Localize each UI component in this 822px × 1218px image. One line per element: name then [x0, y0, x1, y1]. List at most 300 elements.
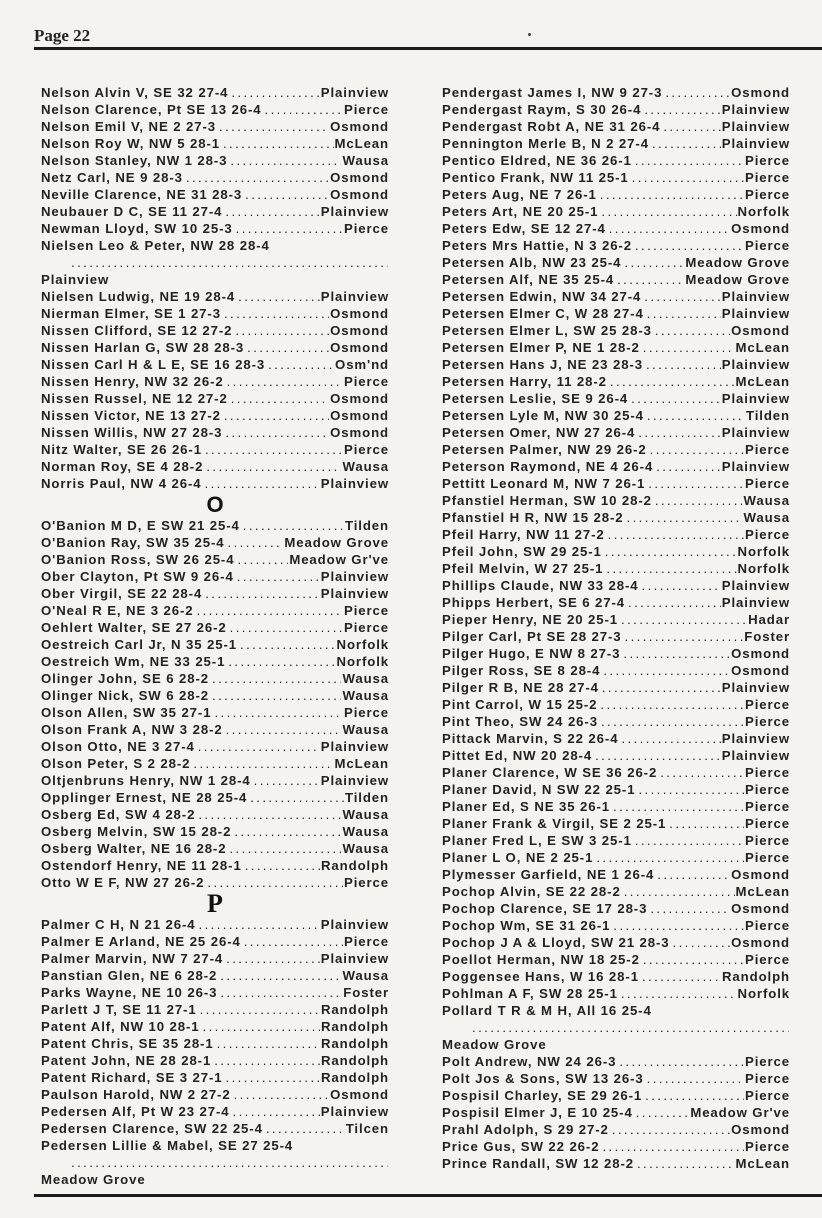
directory-entry [442, 1053, 790, 1070]
entry-town: Tilcen [345, 1121, 389, 1136]
entry-name-location: Petersen Alf, NE 35 25-4 [442, 272, 615, 287]
entry-town: Pierce [745, 952, 790, 967]
entry-town: Plainview [721, 357, 790, 372]
entry-town: Norfolk [336, 654, 389, 669]
directory-entry [442, 866, 790, 883]
directory-entry [41, 475, 389, 492]
directory-entry [442, 1087, 790, 1104]
directory-entry [41, 704, 389, 721]
directory-column-left [41, 84, 389, 1188]
entry-town: Plainview [721, 102, 790, 117]
dot-leader [472, 1019, 789, 1036]
entry-town: Pierce [745, 816, 790, 831]
entry-town: Plainview [320, 951, 389, 966]
entry-town: Randolph [722, 969, 790, 984]
dot-leader [235, 322, 329, 339]
dot-leader [245, 186, 329, 203]
entry-name-location: Petersen Lyle M, NW 30 25-4 [442, 408, 644, 423]
entry-town: Osmond [731, 901, 790, 916]
dot-leader [636, 1104, 690, 1121]
dot-leader [663, 118, 720, 135]
entry-town: Osmond [330, 306, 389, 321]
entry-town: Osmond [330, 170, 389, 185]
entry-name-location: Olson Otto, NE 3 27-4 [41, 739, 195, 754]
dot-leader [600, 186, 744, 203]
directory-entry [41, 687, 389, 704]
entry-name-location: Nissen Willis, NW 27 28-3 [41, 425, 223, 440]
entry-town: Wausa [342, 688, 389, 703]
directory-entry [41, 916, 389, 933]
directory-entry [41, 772, 389, 789]
letter-section-heading: O [206, 492, 224, 517]
entry-town: Norfolk [737, 986, 790, 1001]
footer-rule [34, 1194, 822, 1197]
entry-name-location: Nierman Elmer, SE 1 27-3 [41, 306, 221, 321]
entry-town: Plainview [721, 136, 790, 151]
directory-entry [41, 1086, 389, 1103]
dot-leader [234, 823, 341, 840]
entry-town: Pierce [745, 765, 790, 780]
entry-name-location: Price Gus, SW 22 26-2 [442, 1139, 600, 1154]
directory-entry [442, 798, 790, 815]
entry-name-location: Oestreich Wm, NE 33 25-1 [41, 654, 226, 669]
directory-entry [442, 492, 790, 509]
entry-name-location: Pendergast Robt A, NE 31 26-4 [442, 119, 661, 134]
entry-town: Wausa [342, 841, 389, 856]
entry-town: Wausa [342, 459, 389, 474]
entry-town: Osmond [731, 221, 790, 236]
entry-name-location: Peterson Raymond, NE 4 26-4 [442, 459, 654, 474]
entry-town: Plainview [721, 731, 790, 746]
entry-town: Pierce [745, 170, 790, 185]
entry-name-location: Pfanstiel H R, NW 15 28-2 [442, 510, 624, 525]
directory-entry [442, 424, 790, 441]
dot-leader [212, 670, 341, 687]
dot-leader [237, 568, 320, 585]
directory-entry [442, 985, 790, 1002]
directory-entry [442, 254, 790, 271]
directory-entry [41, 407, 389, 424]
entry-town: Hadar [748, 612, 790, 627]
entry-name-location: Nelson Alvin V, SE 32 27-4 [41, 85, 229, 100]
directory-entry [442, 560, 790, 577]
entry-name-location: Pilger Hugo, E NW 8 27-3 [442, 646, 621, 661]
dot-leader [220, 967, 341, 984]
dot-leader [226, 950, 320, 967]
dot-leader [642, 577, 721, 594]
directory-entry [41, 568, 389, 585]
entry-town: Osmond [330, 1087, 389, 1102]
dot-leader [225, 203, 319, 220]
dot-leader [228, 653, 335, 670]
entry-town: Meadow Grove [41, 1172, 146, 1187]
dot-leader [628, 594, 721, 611]
dot-leader [186, 169, 329, 186]
dot-leader [236, 220, 343, 237]
entry-name-location: Pilger Ross, SE 8 28-4 [442, 663, 601, 678]
directory-entry [442, 288, 790, 305]
directory-entry [41, 1052, 389, 1069]
dot-leader [657, 866, 730, 883]
dot-leader [233, 1103, 320, 1120]
entry-town: Plainview [721, 459, 790, 474]
directory-entry [442, 152, 790, 169]
entry-town: Pierce [745, 918, 790, 933]
entry-name-location: Polt Jos & Sons, SW 13 26-3 [442, 1071, 644, 1086]
entry-name-location: Nissen Russel, NE 12 27-2 [41, 391, 228, 406]
dot-leader [240, 636, 336, 653]
entry-town: Tilden [345, 790, 389, 805]
dot-leader [265, 101, 343, 118]
entry-town: Norfolk [336, 637, 389, 652]
dot-leader [645, 1087, 744, 1104]
entry-name-location: Osberg Walter, NE 16 28-2 [41, 841, 227, 856]
dot-leader [198, 806, 341, 823]
entry-town: Randolph [321, 1070, 389, 1085]
entry-town: Pierce [745, 153, 790, 168]
entry-name-location: Prince Randall, SW 12 28-2 [442, 1156, 634, 1171]
entry-name-location: Osberg Melvin, SW 15 28-2 [41, 824, 232, 839]
entry-town: Wausa [743, 493, 790, 508]
entry-town: Pierce [745, 238, 790, 253]
entry-name-location: Netz Carl, NE 9 28-3 [41, 170, 183, 185]
entry-name-location: Petersen Omer, NW 27 26-4 [442, 425, 636, 440]
directory-entry [41, 135, 389, 152]
entry-town: Pierce [745, 442, 790, 457]
dot-leader [250, 789, 344, 806]
dot-leader [650, 441, 744, 458]
directory-entry [442, 356, 790, 373]
dot-leader [212, 687, 341, 704]
dot-leader [206, 458, 341, 475]
dot-leader [613, 917, 744, 934]
entry-name-location: Patent Alf, NW 10 28-1 [41, 1019, 200, 1034]
dot-leader [231, 390, 329, 407]
entry-name-location: Nissen Carl H & L E, SE 16 28-3 [41, 357, 266, 372]
dot-leader [610, 373, 735, 390]
dot-leader [648, 475, 744, 492]
directory-entry [41, 322, 389, 339]
entry-name-location: Peters Art, NE 20 25-1 [442, 204, 599, 219]
entry-town: Randolph [321, 858, 389, 873]
dot-leader [225, 424, 329, 441]
dot-leader [71, 1154, 388, 1171]
entry-town: Pierce [745, 527, 790, 542]
directory-entry [41, 458, 389, 475]
entry-town: Osmond [731, 867, 790, 882]
directory-entry [41, 118, 389, 135]
entry-name-location: Pettitt Leonard M, NW 7 26-1 [442, 476, 646, 491]
entry-name-location: Polt Andrew, NW 24 26-3 [442, 1054, 617, 1069]
directory-entry [41, 441, 389, 458]
header-rule [34, 47, 822, 50]
dot-leader [613, 798, 744, 815]
entry-town: Osmond [731, 935, 790, 950]
entry-town: Pierce [745, 1139, 790, 1154]
dot-leader [229, 840, 341, 857]
directory-entry [41, 390, 389, 407]
directory-entry [41, 984, 389, 1001]
directory-entry [41, 806, 389, 823]
dot-leader [220, 984, 342, 1001]
entry-town: Plainview [320, 85, 389, 100]
entry-town: Pierce [745, 476, 790, 491]
directory-entry [442, 713, 790, 730]
dot-leader [224, 305, 329, 322]
dot-leader [224, 407, 329, 424]
entry-town: Osmond [330, 187, 389, 202]
entry-town: Pierce [344, 603, 389, 618]
entry-town: Meadow Grove [685, 255, 790, 270]
directory-entry [41, 857, 389, 874]
entry-name-location: Pittet Ed, NW 20 28-4 [442, 748, 593, 763]
entry-name-location: Peters Aug, NE 7 26-1 [442, 187, 597, 202]
entry-town: Osmond [330, 340, 389, 355]
entry-town: Norfolk [737, 561, 790, 576]
directory-entry [442, 662, 790, 679]
dot-leader [621, 730, 720, 747]
entry-name-location: Pedersen Clarence, SW 22 25-4 [41, 1121, 263, 1136]
entry-name-location: Pospisil Charley, SE 29 26-1 [442, 1088, 643, 1103]
entry-name-location: Petersen Harry, 11 28-2 [442, 374, 607, 389]
entry-town: Osmond [731, 646, 790, 661]
directory-entry [442, 475, 790, 492]
entry-town: Plainview [320, 289, 389, 304]
entry-name-location: Ostendorf Henry, NE 11 28-1 [41, 858, 242, 873]
dot-leader [244, 933, 343, 950]
directory-entry [41, 1035, 389, 1052]
directory-entry [41, 288, 389, 305]
directory-entry [41, 186, 389, 203]
directory-entry [41, 585, 389, 602]
entry-name-location: Planer Clarence, W SE 36 26-2 [442, 765, 658, 780]
dot-leader [200, 1001, 320, 1018]
directory-entry [442, 968, 790, 985]
entry-town: Pierce [745, 833, 790, 848]
dot-leader [219, 118, 329, 135]
entry-town: McLean [735, 374, 790, 389]
entry-name-location: Pohlman A F, SW 28 25-1 [442, 986, 618, 1001]
entry-name-location: Nelson Emil V, NE 2 27-3 [41, 119, 217, 134]
directory-entry [41, 721, 389, 738]
print-speck [528, 33, 531, 36]
entry-name-location: Pilger Carl, Pt SE 28 27-3 [442, 629, 622, 644]
entry-name-location: Norman Roy, SE 4 28-2 [41, 459, 204, 474]
dot-leader [207, 874, 343, 891]
entry-town: Pierce [344, 875, 389, 890]
entry-name-location: Planer Ed, S NE 35 26-1 [442, 799, 611, 814]
entry-name-location: Planer Fred L, E SW 3 25-1 [442, 833, 632, 848]
entry-name-location: Pint Theo, SW 24 26-3 [442, 714, 598, 729]
entry-town: Plainview [721, 306, 790, 321]
directory-entry [442, 815, 790, 832]
entry-name-location: Patent Richard, SE 3 27-1 [41, 1070, 223, 1085]
entry-town: Randolph [321, 1002, 389, 1017]
dot-leader [245, 857, 320, 874]
dot-leader [617, 271, 684, 288]
dot-leader [268, 356, 334, 373]
entry-name-location: Olson Frank A, NW 3 28-2 [41, 722, 223, 737]
entry-town: Wausa [342, 807, 389, 822]
entry-town: Plainview [320, 1104, 389, 1119]
directory-entry [442, 696, 790, 713]
entry-name-location: Pospisil Elmer J, E 10 25-4 [442, 1105, 633, 1120]
entry-name-location: Pfanstiel Herman, SW 10 28-2 [442, 493, 652, 508]
directory-entry [442, 951, 790, 968]
entry-name-location: Panstian Glen, NE 6 28-2 [41, 968, 218, 983]
directory-entry [41, 933, 389, 950]
entry-name-location: Palmer C H, N 21 26-4 [41, 917, 196, 932]
entry-town: Pierce [745, 1071, 790, 1086]
directory-entry [442, 645, 790, 662]
entry-name-location: O'Banion M D, E SW 21 25-4 [41, 518, 240, 533]
dot-leader [217, 1035, 320, 1052]
dot-leader [71, 254, 388, 271]
entry-name-location: Pochop Alvin, SE 22 28-2 [442, 884, 621, 899]
entry-name-location: Nitz Walter, SE 26 26-1 [41, 442, 202, 457]
dot-leader [227, 373, 343, 390]
entry-town: Pierce [344, 705, 389, 720]
entry-town: Pierce [745, 1088, 790, 1103]
entry-name-location: Pieper Henry, NE 20 25-1 [442, 612, 619, 627]
entry-name-location: Opplinger Ernest, NE 28 25-4 [41, 790, 248, 805]
dot-leader [228, 534, 284, 551]
entry-name-location: Pochop Wm, SE 31 26-1 [442, 918, 611, 933]
directory-entry [442, 781, 790, 798]
directory-entry [41, 356, 389, 373]
dot-leader [197, 602, 343, 619]
dot-leader [602, 679, 721, 696]
directory-entry [442, 917, 790, 934]
dot-leader [647, 305, 721, 322]
entry-town: Foster [343, 985, 389, 1000]
dot-leader [625, 628, 744, 645]
directory-entry [442, 611, 790, 628]
entry-name-location: Pedersen Lillie & Mabel, SE 27 25-4 [41, 1138, 294, 1153]
entry-name-location: Pedersen Alf, Pt W 23 27-4 [41, 1104, 230, 1119]
directory-entry [41, 602, 389, 619]
dot-leader [632, 169, 744, 186]
entry-name-location: Nelson Roy W, NW 5 28-1 [41, 136, 220, 151]
entry-town: Pierce [745, 799, 790, 814]
dot-leader [205, 475, 320, 492]
entry-name-location: Neville Clarence, NE 31 28-3 [41, 187, 243, 202]
directory-entry [442, 186, 790, 203]
entry-name-location: Neubauer D C, SE 11 27-4 [41, 204, 223, 219]
dot-leader [205, 585, 320, 602]
dot-leader [238, 288, 320, 305]
dot-leader [619, 1053, 744, 1070]
dot-leader [266, 1120, 345, 1137]
dot-leader [231, 84, 319, 101]
directory-entry [442, 390, 790, 407]
entry-name-location: Nelson Stanley, NW 1 28-3 [41, 153, 228, 168]
dot-leader [655, 322, 730, 339]
directory-entry [442, 934, 790, 951]
directory-entry [41, 203, 389, 220]
entry-name-location: Parlett J T, SE 11 27-1 [41, 1002, 197, 1017]
entry-town: Tilden [345, 518, 389, 533]
dot-leader [650, 900, 730, 917]
directory-entry [442, 101, 790, 118]
entry-name-location: Pochop Clarence, SE 17 28-3 [442, 901, 648, 916]
entry-town: Plainview [320, 476, 389, 491]
entry-name-location: Oehlert Walter, SE 27 26-2 [41, 620, 227, 635]
directory-entry [41, 670, 389, 687]
dot-leader [647, 1070, 744, 1087]
entry-town: Pierce [344, 620, 389, 635]
entry-town: Plainview [320, 586, 389, 601]
entry-town: McLean [334, 136, 389, 151]
directory-entry [41, 305, 389, 322]
directory-entry [442, 135, 790, 152]
directory-entry [442, 203, 790, 220]
entry-name-location: Planer Frank & Virgil, SE 2 25-1 [442, 816, 667, 831]
directory-entry [442, 458, 790, 475]
directory-entry [442, 407, 790, 424]
entry-name-location: Petersen Elmer P, NE 1 28-2 [442, 340, 640, 355]
entry-name-location: Poggensee Hans, W 16 28-1 [442, 969, 639, 984]
entry-town: Plainview [721, 119, 790, 134]
entry-town: Wausa [342, 824, 389, 839]
entry-name-location: Petersen Edwin, NW 34 27-4 [442, 289, 642, 304]
entry-name-location: Parks Wayne, NE 10 26-3 [41, 985, 218, 1000]
dot-leader [223, 135, 334, 152]
dot-leader [606, 560, 736, 577]
dot-leader [621, 985, 737, 1002]
entry-town: Pierce [745, 697, 790, 712]
dot-leader [621, 611, 747, 628]
entry-name-location: Ober Clayton, Pt SW 9 26-4 [41, 569, 234, 584]
dot-leader [638, 781, 744, 798]
dot-leader [624, 883, 735, 900]
directory-entry [41, 169, 389, 186]
entry-name-location: Palmer Marvin, NW 7 27-4 [41, 951, 224, 966]
directory-entry [442, 526, 790, 543]
entry-name-location: Olson Peter, S 2 28-2 [41, 756, 191, 771]
directory-entry [41, 636, 389, 653]
dot-leader [230, 152, 341, 169]
entry-town: Pierce [745, 187, 790, 202]
entry-name-location: Pendergast James I, NW 9 27-3 [442, 85, 663, 100]
directory-entry [442, 883, 790, 900]
page-number-header: Page 22 [34, 26, 91, 45]
dot-leader [226, 721, 342, 738]
dot-leader [635, 832, 744, 849]
entry-town: Pierce [745, 714, 790, 729]
dot-leader [642, 968, 721, 985]
entry-name-location: Planer David, N SW 22 25-1 [442, 782, 636, 797]
directory-entry [41, 1001, 389, 1018]
directory-entry [442, 849, 790, 866]
entry-name-location: Nelson Clarence, Pt SE 13 26-4 [41, 102, 262, 117]
dot-leader [646, 356, 721, 373]
entry-town: McLean [735, 1156, 790, 1171]
entry-town: Plainview [41, 272, 110, 287]
dot-leader [612, 1121, 730, 1138]
directory-entry [442, 441, 790, 458]
dot-leader [601, 203, 736, 220]
entry-town: Wausa [743, 510, 790, 525]
entry-name-location: Poellot Herman, NW 18 25-2 [442, 952, 640, 967]
entry-name-location: Ober Virgil, SE 22 28-4 [41, 586, 203, 601]
entry-name-location: Nissen Clifford, SE 12 27-2 [41, 323, 233, 338]
dot-leader [609, 220, 730, 237]
entry-name-location: Petersen Hans J, NE 23 28-3 [442, 357, 643, 372]
directory-entry [41, 1069, 389, 1086]
dot-leader [644, 101, 720, 118]
directory-entry [41, 237, 389, 288]
